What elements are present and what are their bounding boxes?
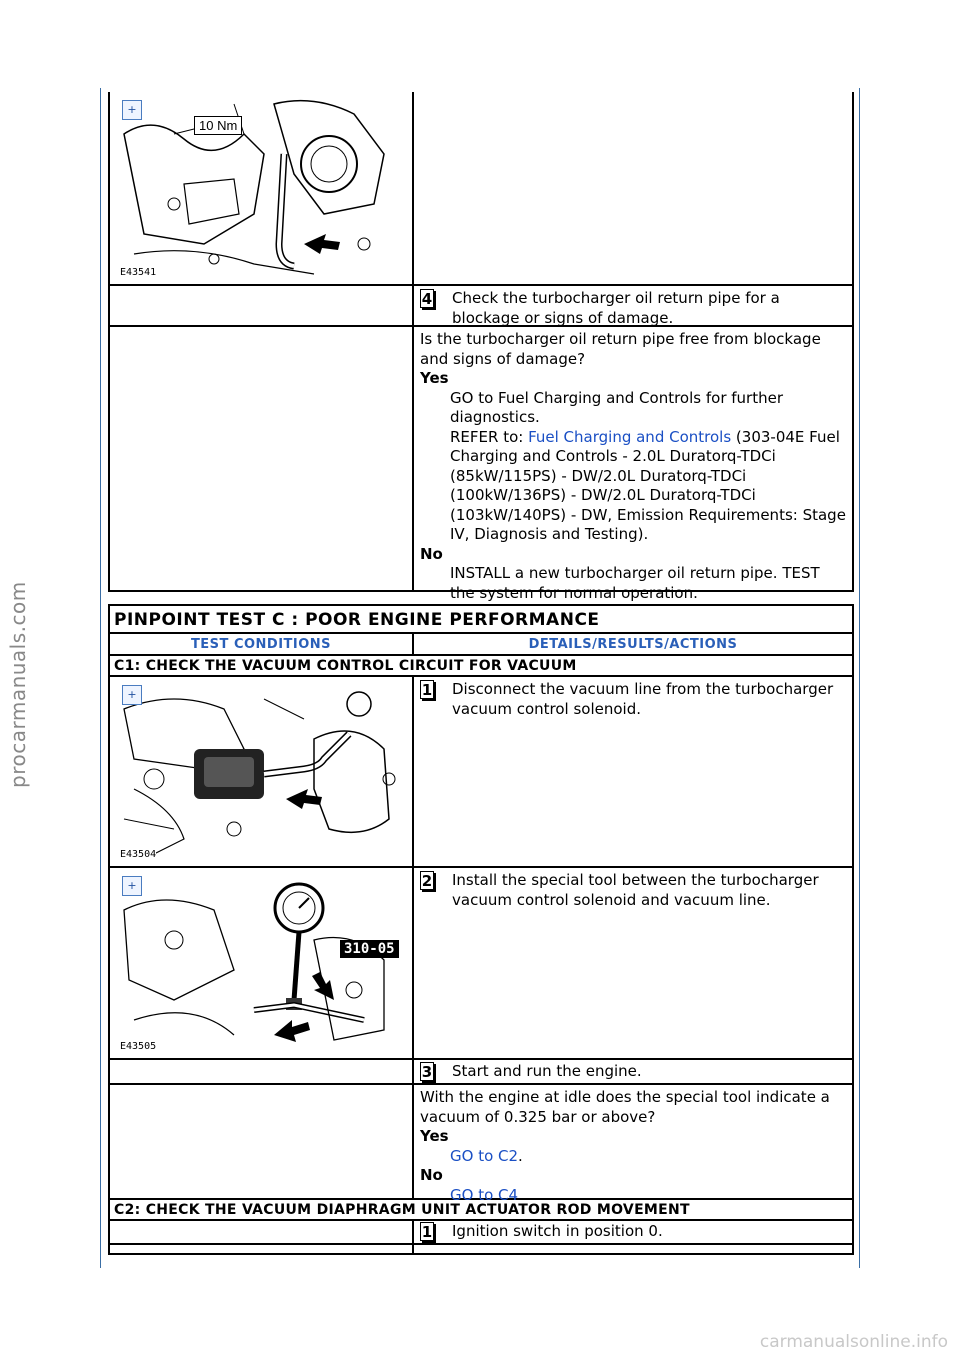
engine-photo-special-tool[interactable] [114, 870, 408, 1056]
go-to-c2-link[interactable]: GO to C2 [450, 1146, 519, 1165]
c2-title: C2: CHECK THE VACUUM DIAPHRAGM UNIT ACTUATOR ROD MOVEMENT [110, 1198, 852, 1219]
c1-step2-cell [414, 868, 852, 1058]
question-text: Is the turbocharger oil return pipe free from blockage and signs of damage? [420, 330, 821, 368]
step-4-row [110, 284, 852, 325]
c1-question-cell [414, 1085, 852, 1204]
c2-step1-cell [414, 1221, 852, 1243]
c2-continuation-row [110, 1243, 852, 1253]
yes-text: GO to Fuel Charging and Controls for further diagnostics. [450, 388, 783, 426]
question-cell [414, 327, 852, 602]
zoom-icon[interactable]: + [122, 100, 142, 120]
c1-step2-figure-cell [110, 868, 414, 1058]
c1-step3-row [110, 1058, 852, 1083]
question-row [110, 325, 852, 602]
header-test-conditions: TEST CONDITIONS [110, 634, 414, 654]
c1-step1-figure-cell [110, 677, 414, 866]
figure-cell [110, 92, 414, 284]
c1-step2-row [110, 866, 852, 1058]
go-to-c4-link[interactable]: GO to C4 [450, 1185, 519, 1204]
step-text: Check the turbocharger oil return pipe for a blockage or signs of damage. [452, 289, 780, 327]
step-number: 3 [421, 1063, 433, 1081]
yes-label: Yes [420, 1127, 449, 1145]
step-text: Ignition switch in position 0. [452, 1222, 663, 1240]
c1-step3-cell [414, 1060, 852, 1083]
question-text: With the engine at idle does the special tool indicate a vacuum of 0.325 bar or above? [420, 1088, 830, 1126]
step-number: 1 [421, 1223, 433, 1241]
pinpoint-table [108, 604, 854, 1255]
c2-step1-row [110, 1219, 852, 1243]
left-page-rule [100, 88, 101, 1268]
engine-drawing [114, 94, 408, 282]
step-text: Install the special tool between the turbocharger vacuum control solenoid and vacuum line. [452, 871, 819, 909]
c1-question-row [110, 1083, 852, 1204]
step-text: Start and run the engine. [452, 1062, 642, 1080]
no-text: INSTALL a new turbocharger oil return pipe. TEST the system for normal operation. [450, 564, 820, 602]
c1-step3-left [110, 1060, 414, 1083]
figure-id: E43504 [120, 849, 157, 860]
step-4-left [110, 286, 414, 325]
no-action: GO to C4. [450, 1185, 523, 1204]
step-text: Disconnect the vacuum line from the turbocharger vacuum control solenoid. [452, 680, 834, 718]
question-left [110, 327, 414, 590]
c1-step1-row [110, 675, 852, 866]
c2-continuation-left [110, 1245, 414, 1253]
no-label: No [420, 544, 443, 563]
right-page-rule [859, 88, 860, 1268]
special-tool-label: 310-05 [340, 940, 399, 958]
engine-photo-solenoid[interactable] [114, 679, 408, 864]
figure-row [110, 92, 852, 284]
no-label: No [420, 1166, 443, 1184]
c1-question-left [110, 1085, 414, 1198]
header-details: DETAILS/RESULTS/ACTIONS [528, 637, 738, 652]
yes-action: GO to C2. [450, 1146, 523, 1165]
c1-step1-cell [414, 677, 852, 866]
refer-link[interactable]: Fuel Charging and Controls [528, 427, 732, 446]
engine-drawing [114, 679, 408, 864]
yes-label: Yes [420, 369, 449, 387]
engine-drawing [114, 870, 408, 1056]
refer-suffix: (303-04E Fuel Charging and Controls - 2.0L Duratorq-TDCi (85kW/115PS) - DW/2.0L Duratorq-TDCi (100kW/136PS) - DW/2.0L Duratorq-TDCi (103kW/140PS) - DW, Emission Requirements: Stage IV, Diagnosis and Testing). [450, 427, 846, 543]
figure-id: E43505 [120, 1041, 157, 1052]
zoom-icon[interactable]: + [122, 685, 142, 705]
c1-title: C1: CHECK THE VACUUM CONTROL CIRCUIT FOR VACUUM [110, 654, 852, 675]
side-watermark: procarmanuals.com [6, 581, 30, 789]
figure-row-right [414, 92, 852, 284]
step-number: 1 [421, 681, 433, 699]
engine-photo-oil-return[interactable] [114, 94, 408, 282]
c2-continuation-right [414, 1245, 852, 1253]
step-4-cell [414, 286, 852, 325]
figure-id: E43541 [120, 267, 157, 278]
step-number: 2 [421, 872, 433, 890]
pinpoint-title: PINPOINT TEST C : POOR ENGINE PERFORMANCE [114, 610, 600, 630]
c2-step1-left [110, 1221, 414, 1243]
refer-block [420, 428, 846, 545]
torque-label: 10 Nm [194, 116, 242, 135]
zoom-icon[interactable]: + [122, 876, 142, 896]
step-number: 4 [421, 290, 433, 308]
refer-prefix: REFER to: [450, 427, 529, 446]
top-table [108, 92, 854, 602]
footer-watermark: carmanualsonline.info [759, 1332, 948, 1352]
header-row [110, 632, 852, 654]
